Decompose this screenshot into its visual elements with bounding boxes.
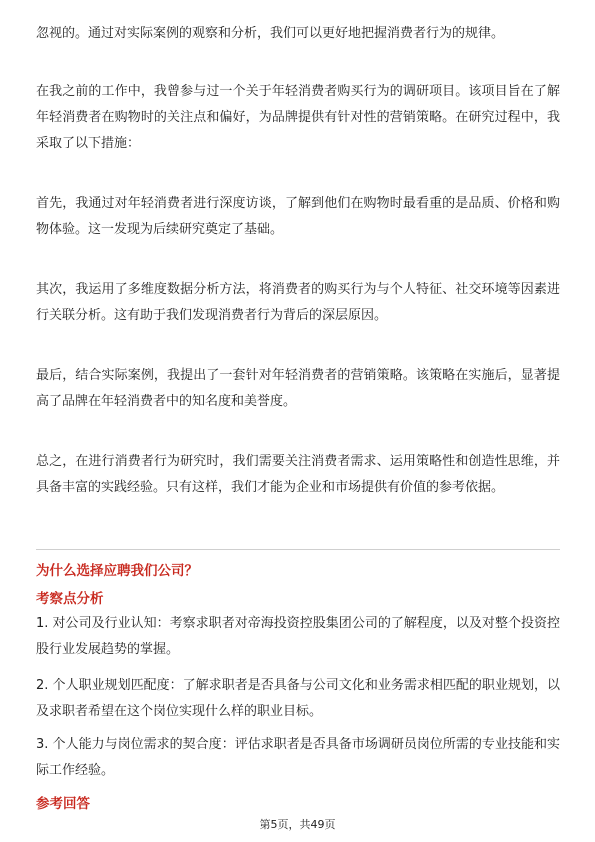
body-paragraph-5: 最后，结合实际案例，我提出了一套针对年轻消费者的营销策略。该策略在实施后，显著提高了品牌在年轻消费者中的知名度和美誉度。 [36,368,560,409]
body-paragraph-1: 忽视的。通过对实际案例的观察和分析，我们可以更好地把握消费者行为的规律。 [36,26,505,41]
answer-heading: 参考回答 [36,796,90,812]
body-paragraph-3: 首先，我通过对年轻消费者进行深度访谈，了解到他们在购物时最看重的是品质、价格和购物体验。这一发现为后续研究奠定了基础。 [36,196,560,237]
page-number: 第5页，共49页 [259,818,336,831]
analysis-point-2: 2. 个人职业规划匹配度：了解求职者是否具备与公司文化和业务需求相匹配的职业规划，以及求职者希望在这个岗位实现什么样的职业目标。 [36,678,560,719]
analysis-heading: 考察点分析 [36,591,104,607]
analysis-point-1: 1. 对公司及行业认知：考察求职者对帝海投资控股集团公司的了解程度，以及对整个投资控股行业发展趋势的掌握。 [36,616,560,657]
body-paragraph-2: 在我之前的工作中，我曾参与过一个关于年轻消费者购买行为的调研项目。该项目旨在了解年轻消费者在购物时的关注点和偏好，为品牌提供有针对性的营销策略。在研究过程中，我采取了以下措施： [36,84,560,151]
body-paragraph-6: 总之，在进行消费者行为研究时，我们需要关注消费者需求、运用策略性和创造性思维，并具备丰富的实践经验。只有这样，我们才能为企业和市场提供有价值的参考依据。 [36,454,560,495]
analysis-point-3: 3. 个人能力与岗位需求的契合度：评估求职者是否具备市场调研员岗位所需的专业技能和实际工作经验。 [36,737,560,778]
question-title: 为什么选择应聘我们公司？ [36,563,198,579]
body-paragraph-4: 其次，我运用了多维度数据分析方法，将消费者的购买行为与个人特征、社交环境等因素进行关联分析。这有助于我们发现消费者行为背后的深层原因。 [36,282,560,323]
section-divider [36,549,560,550]
